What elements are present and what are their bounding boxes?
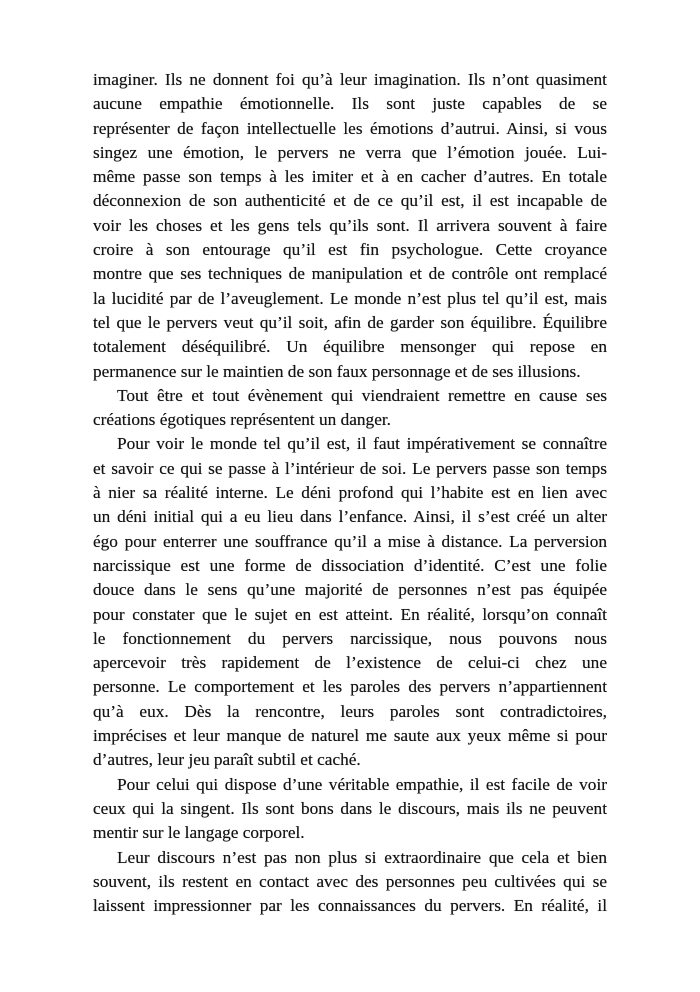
text-line: douce dans le sens qu’une majorité de personnes n’est pas équipée	[93, 580, 607, 600]
text-line: d’autres, leur jeu paraît subtil et caché.	[93, 750, 361, 770]
text-line: et savoir ce qui se passe à l’intérieur de soi. Le pervers passe son temps	[93, 458, 607, 478]
text-line: imaginer. Ils ne donnent foi qu’à leur imagination. Ils n’ont quasiment	[93, 70, 607, 89]
text-line: représenter de façon intellectuelle les émotions d’autrui. Ainsi, si vous	[93, 118, 607, 138]
text-line: croire à son entourage qu’il est fin psychologue. Cette croyance	[93, 240, 607, 260]
text-line: Leur discours n’est pas non plus si extraordinaire que cela et bien	[117, 847, 607, 867]
text-line: laissent impressionner par les connaissances du pervers. En réalité, il	[93, 896, 607, 916]
text-line: mentir sur le langage corporel.	[93, 823, 305, 843]
text-line: singez une émotion, le pervers ne verra que l’émotion jouée. Lui-	[93, 142, 607, 162]
text-line: la lucidité par de l’aveuglement. Le monde n’est plus tel qu’il est, mais	[93, 288, 607, 308]
text-line: Pour celui qui dispose d’une véritable empathie, il est facile de voir	[117, 774, 607, 794]
text-line: apercevoir très rapidement de l’existence de celui-ci chez une	[93, 653, 607, 673]
text-line: montre que ses techniques de manipulation et de contrôle ont remplacé	[93, 264, 607, 284]
text-line: souvent, ils restent en contact avec des personnes peu cultivées qui se	[93, 871, 607, 891]
text-line: tel que le pervers veut qu’il soit, afin de garder son équilibre. Équilibre	[93, 312, 607, 332]
text-line: même passe son temps à les imiter et à en cacher d’autres. En totale	[93, 167, 607, 187]
text-line: totalement déséquilibré. Un équilibre mensonger qui repose en	[93, 337, 607, 357]
text-line: narcissique est une forme de dissociation d’identité. C’est une folie	[93, 555, 607, 575]
text-line: aucune empathie émotionnelle. Ils sont juste capables de se	[93, 94, 607, 114]
text-line: pour constater que le sujet en est atteint. En réalité, lorsqu’on connaît	[93, 604, 607, 624]
text-line: Pour voir le monde tel qu’il est, il faut impérativement se connaître	[117, 434, 607, 454]
text-line: un déni initial qui a eu lieu dans l’enfance. Ainsi, il s’est créé un alter	[93, 507, 607, 527]
page-text-block	[93, 68, 607, 918]
text-line: créations égotiques représentent un danger.	[93, 410, 391, 430]
text-line: qu’à eux. Dès la rencontre, leurs paroles sont contradictoires,	[93, 701, 607, 721]
text-line: permanence sur le maintien de son faux personnage et de ses illusions.	[93, 361, 581, 381]
text-line: imprécises et leur manque de naturel me saute aux yeux même si pour	[93, 726, 607, 746]
text-line: Tout être et tout évènement qui viendraient remettre en cause ses	[117, 385, 607, 405]
text-line: personne. Le comportement et les paroles des pervers n’appartiennent	[93, 677, 607, 697]
text-line: le fonctionnement du pervers narcissique, nous pouvons nous	[93, 628, 607, 648]
text-line: voir les choses et les gens tels qu’ils sont. Il arrivera souvent à faire	[93, 215, 607, 235]
text-line: ceux qui la singent. Ils sont bons dans le discours, mais ils ne peuvent	[93, 798, 607, 818]
text-line: déconnexion de son authenticité et de ce qu’il est, il est incapable de	[93, 191, 607, 211]
text-line: égo pour enterrer une souffrance qu’il a mise à distance. La perversion	[93, 531, 607, 551]
text-line: à nier sa réalité interne. Le déni profond qui l’habite est en lien avec	[93, 483, 607, 503]
